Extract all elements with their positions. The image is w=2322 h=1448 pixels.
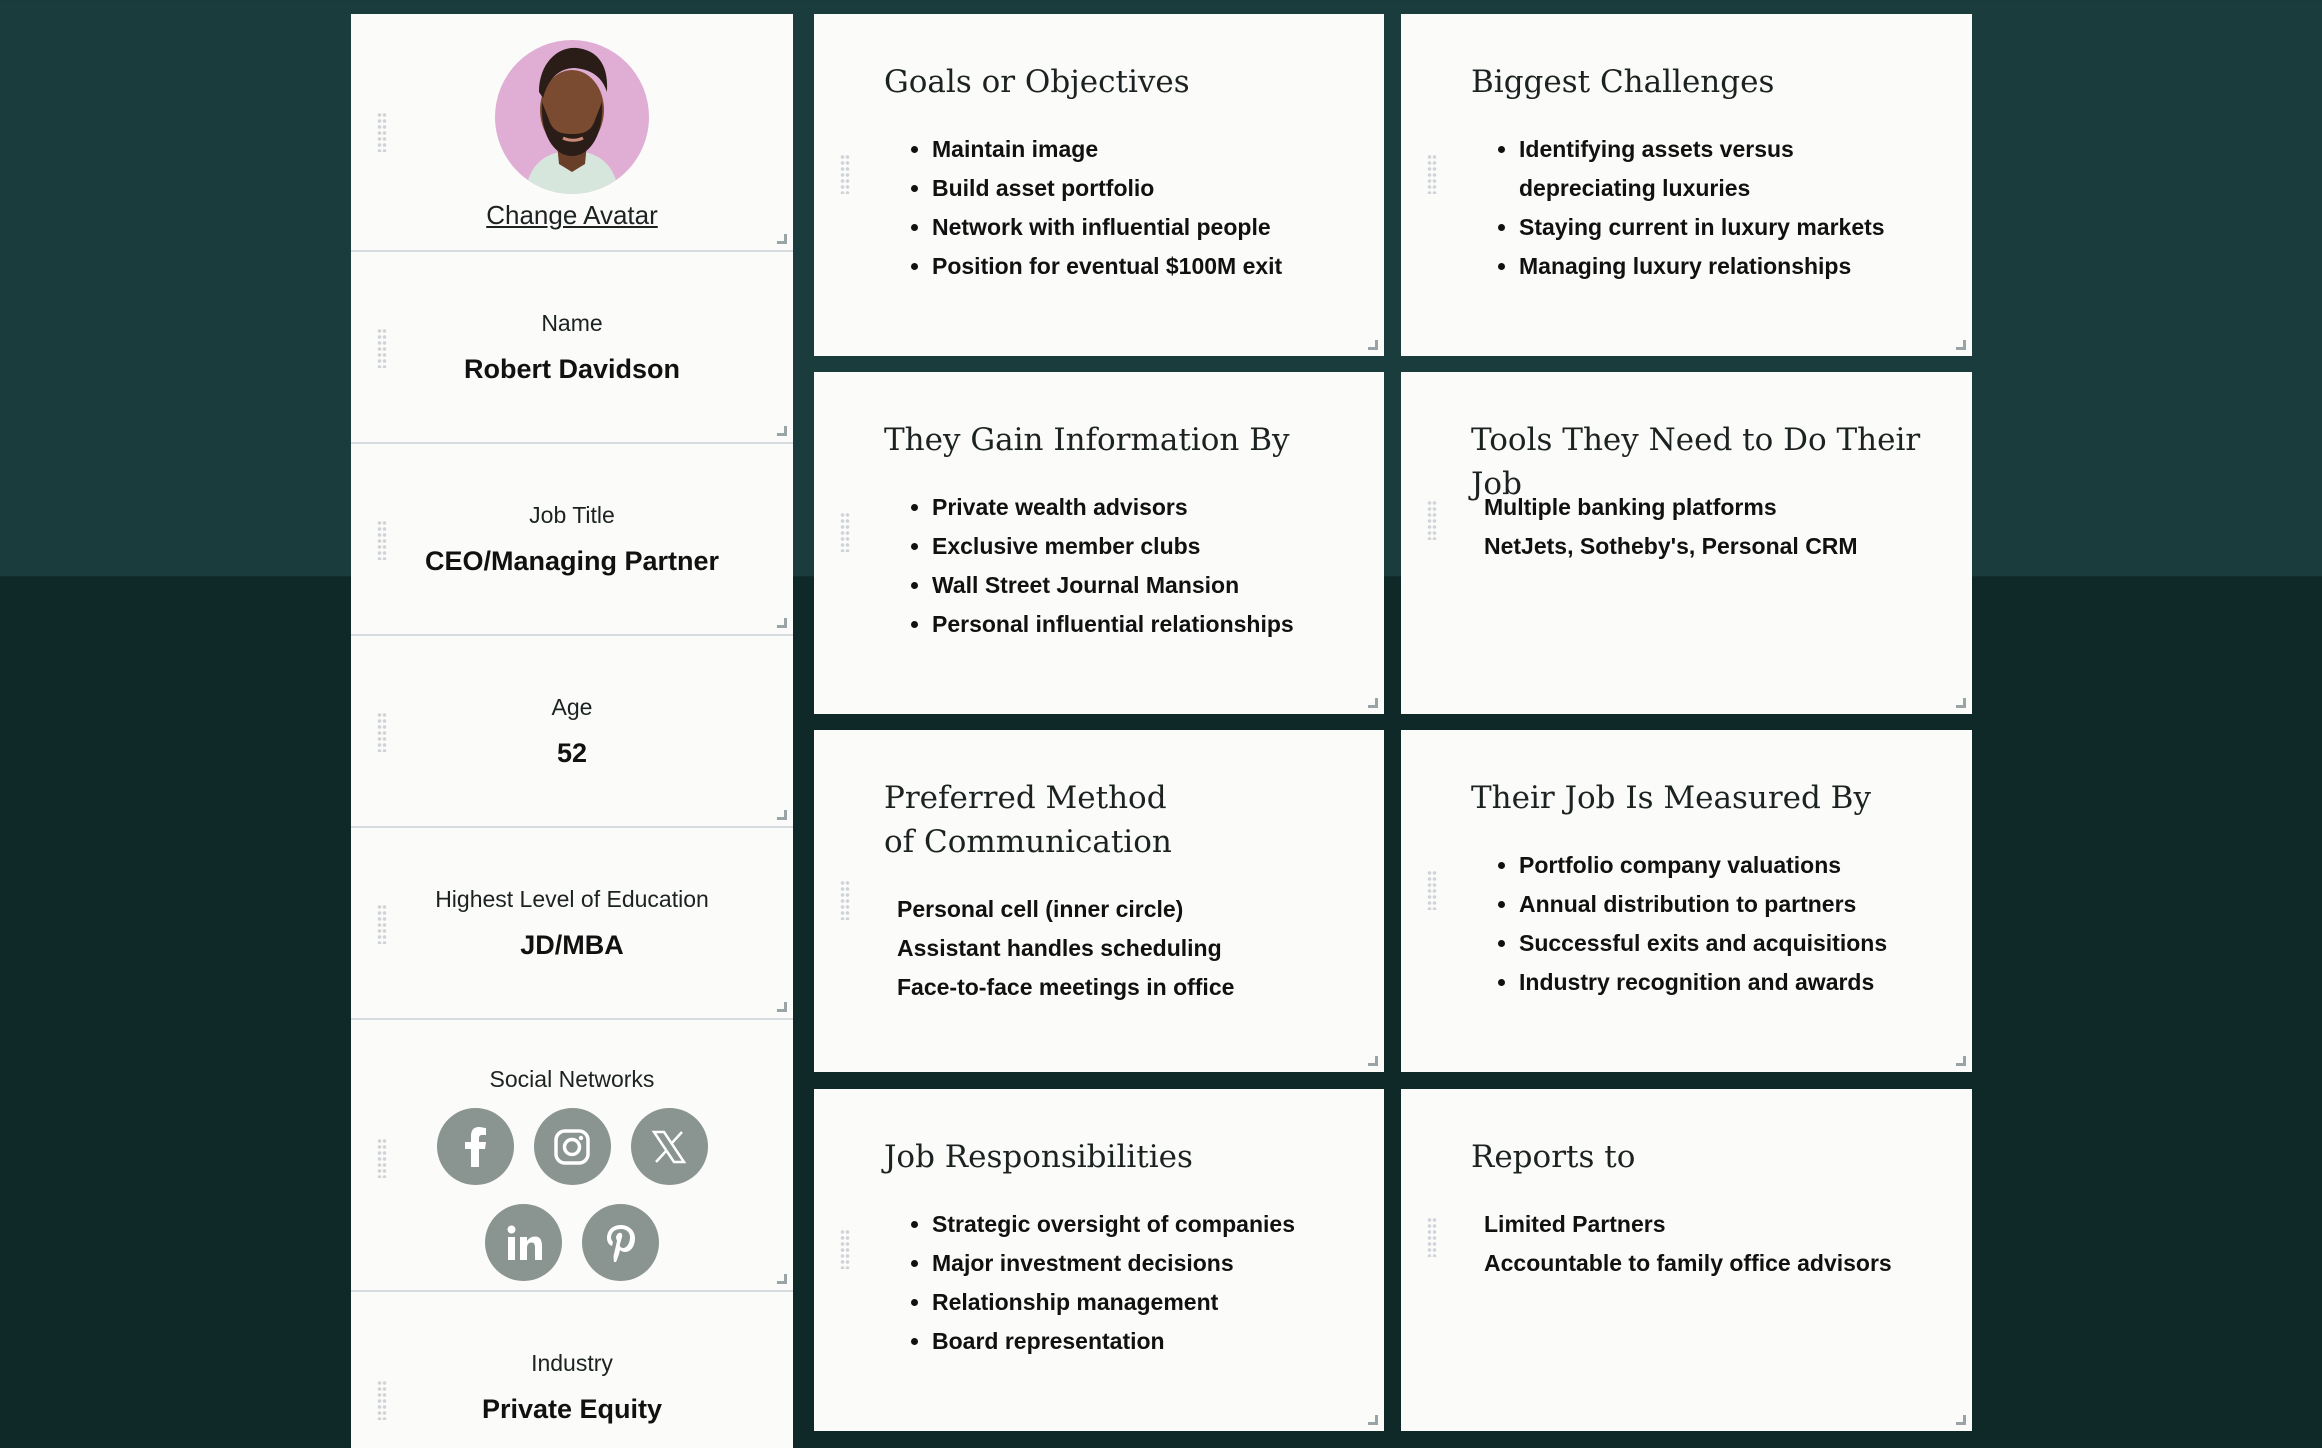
list-item[interactable]: • Relationship management <box>932 1283 1364 1322</box>
list-item[interactable]: • Annual distribution to partners <box>1519 885 1952 924</box>
list-item[interactable]: • Private wealth advisors <box>932 488 1364 527</box>
measured-card <box>1401 730 1972 1072</box>
tools-card <box>1401 372 1972 714</box>
communication-title: Preferred Method of Communication <box>884 780 1172 860</box>
resize-icon[interactable] <box>777 618 787 628</box>
job-title-card <box>351 444 793 636</box>
avatar-card <box>351 14 793 252</box>
industry-label: Industry <box>531 1350 613 1376</box>
communication-list <box>897 890 1364 1007</box>
drag-handle[interactable] <box>1427 154 1437 194</box>
education-card <box>351 828 793 1020</box>
pinterest-icon[interactable] <box>582 1204 659 1281</box>
drag-handle[interactable] <box>1427 1217 1437 1257</box>
list-item[interactable]: NetJets, Sotheby's, Personal CRM <box>1484 533 1858 559</box>
facebook-icon[interactable] <box>437 1108 514 1185</box>
information-card <box>814 372 1384 714</box>
reports-list <box>1484 1205 1952 1283</box>
goals-list <box>932 130 1364 286</box>
goals-title: Goals or Objectives <box>884 64 1190 100</box>
list-item[interactable]: Assistant handles scheduling <box>897 935 1222 961</box>
resize-icon[interactable] <box>1368 1056 1378 1066</box>
list-item[interactable]: Face-to-face meetings in office <box>897 974 1235 1000</box>
responsibilities-title: Job Responsibilities <box>884 1139 1193 1175</box>
tools-title: Tools They Need to Do Their Job <box>1471 422 1921 502</box>
information-title: They Gain Information By <box>884 422 1290 458</box>
list-item[interactable]: • Exclusive member clubs <box>932 527 1364 566</box>
list-item[interactable]: • Identifying assets versus depreciating luxuries <box>1519 130 1819 208</box>
reports-card <box>1401 1089 1972 1431</box>
resize-icon[interactable] <box>1956 1056 1966 1066</box>
drag-handle[interactable] <box>840 1229 850 1269</box>
resize-icon[interactable] <box>1368 1415 1378 1425</box>
drag-handle[interactable] <box>1427 870 1437 910</box>
list-item[interactable]: • Managing luxury relationships <box>1519 247 1902 286</box>
list-item[interactable]: • Strategic oversight of companies <box>932 1205 1364 1244</box>
job-title-label: Job Title <box>529 502 615 528</box>
industry-value[interactable]: Private Equity <box>481 1394 663 1424</box>
drag-handle[interactable] <box>840 154 850 194</box>
age-card <box>351 636 793 828</box>
profile-column <box>351 14 793 1448</box>
list-item[interactable]: • Personal influential relationships <box>932 605 1364 644</box>
tools-list <box>1484 488 1952 566</box>
social-networks-card <box>351 1020 793 1292</box>
linkedin-icon[interactable] <box>485 1204 562 1281</box>
communication-card <box>814 730 1384 1072</box>
challenges-list <box>1519 130 1902 286</box>
social-row <box>351 1108 793 1185</box>
list-item[interactable]: Personal cell (inner circle) <box>897 896 1184 922</box>
resize-icon[interactable] <box>777 810 787 820</box>
drag-handle[interactable] <box>840 512 850 552</box>
age-label: Age <box>551 694 593 720</box>
name-label: Name <box>541 310 603 336</box>
change-avatar-link[interactable]: Change Avatar <box>486 200 658 230</box>
avatar[interactable] <box>495 40 649 194</box>
social-row <box>351 1204 793 1281</box>
drag-handle[interactable] <box>1427 500 1437 540</box>
challenges-title: Biggest Challenges <box>1471 64 1775 100</box>
drag-handle[interactable] <box>377 112 387 152</box>
resize-icon[interactable] <box>777 1274 787 1284</box>
list-item[interactable]: Limited Partners <box>1484 1211 1666 1237</box>
list-item[interactable]: • Major investment decisions <box>932 1244 1364 1283</box>
resize-icon[interactable] <box>1956 340 1966 350</box>
responsibilities-card <box>814 1089 1384 1431</box>
resize-icon[interactable] <box>1956 698 1966 708</box>
list-item[interactable]: • Board representation <box>932 1322 1364 1361</box>
job-title-value[interactable]: CEO/Managing Partner <box>424 546 720 576</box>
goals-card <box>814 14 1384 356</box>
responsibilities-list <box>932 1205 1364 1361</box>
resize-icon[interactable] <box>777 426 787 436</box>
education-label: Highest Level of Education <box>435 886 709 912</box>
x-icon[interactable] <box>631 1108 708 1185</box>
list-item[interactable]: • Position for eventual $100M exit <box>932 247 1364 286</box>
list-item[interactable]: • Build asset portfolio <box>932 169 1364 208</box>
resize-icon[interactable] <box>1368 698 1378 708</box>
social-networks-label: Social Networks <box>489 1066 655 1092</box>
list-item[interactable]: Accountable to family office advisors <box>1484 1250 1892 1276</box>
list-item[interactable]: • Portfolio company valuations <box>1519 846 1952 885</box>
list-item[interactable]: • Maintain image <box>932 130 1364 169</box>
industry-card <box>351 1292 793 1448</box>
list-item[interactable]: • Staying current in luxury markets <box>1519 208 1902 247</box>
reports-title: Reports to <box>1471 1139 1636 1175</box>
resize-icon[interactable] <box>1956 1415 1966 1425</box>
list-item[interactable]: • Wall Street Journal Mansion <box>932 566 1364 605</box>
list-item[interactable]: Multiple banking platforms <box>1484 494 1777 520</box>
measured-list <box>1519 846 1952 1002</box>
education-value[interactable]: JD/MBA <box>520 930 624 960</box>
list-item[interactable]: • Industry recognition and awards <box>1519 963 1952 1002</box>
list-item[interactable]: • Network with influential people <box>932 208 1364 247</box>
name-card <box>351 252 793 444</box>
resize-icon[interactable] <box>1368 340 1378 350</box>
resize-icon[interactable] <box>777 1002 787 1012</box>
resize-icon[interactable] <box>777 234 787 244</box>
name-value[interactable]: Robert Davidson <box>463 354 681 384</box>
drag-handle[interactable] <box>840 880 850 920</box>
age-value[interactable]: 52 <box>556 738 588 768</box>
list-item[interactable]: • Successful exits and acquisitions <box>1519 924 1952 963</box>
instagram-icon[interactable] <box>534 1108 611 1185</box>
measured-title: Their Job Is Measured By <box>1471 780 1871 816</box>
information-list <box>932 488 1364 644</box>
challenges-card <box>1401 14 1972 356</box>
